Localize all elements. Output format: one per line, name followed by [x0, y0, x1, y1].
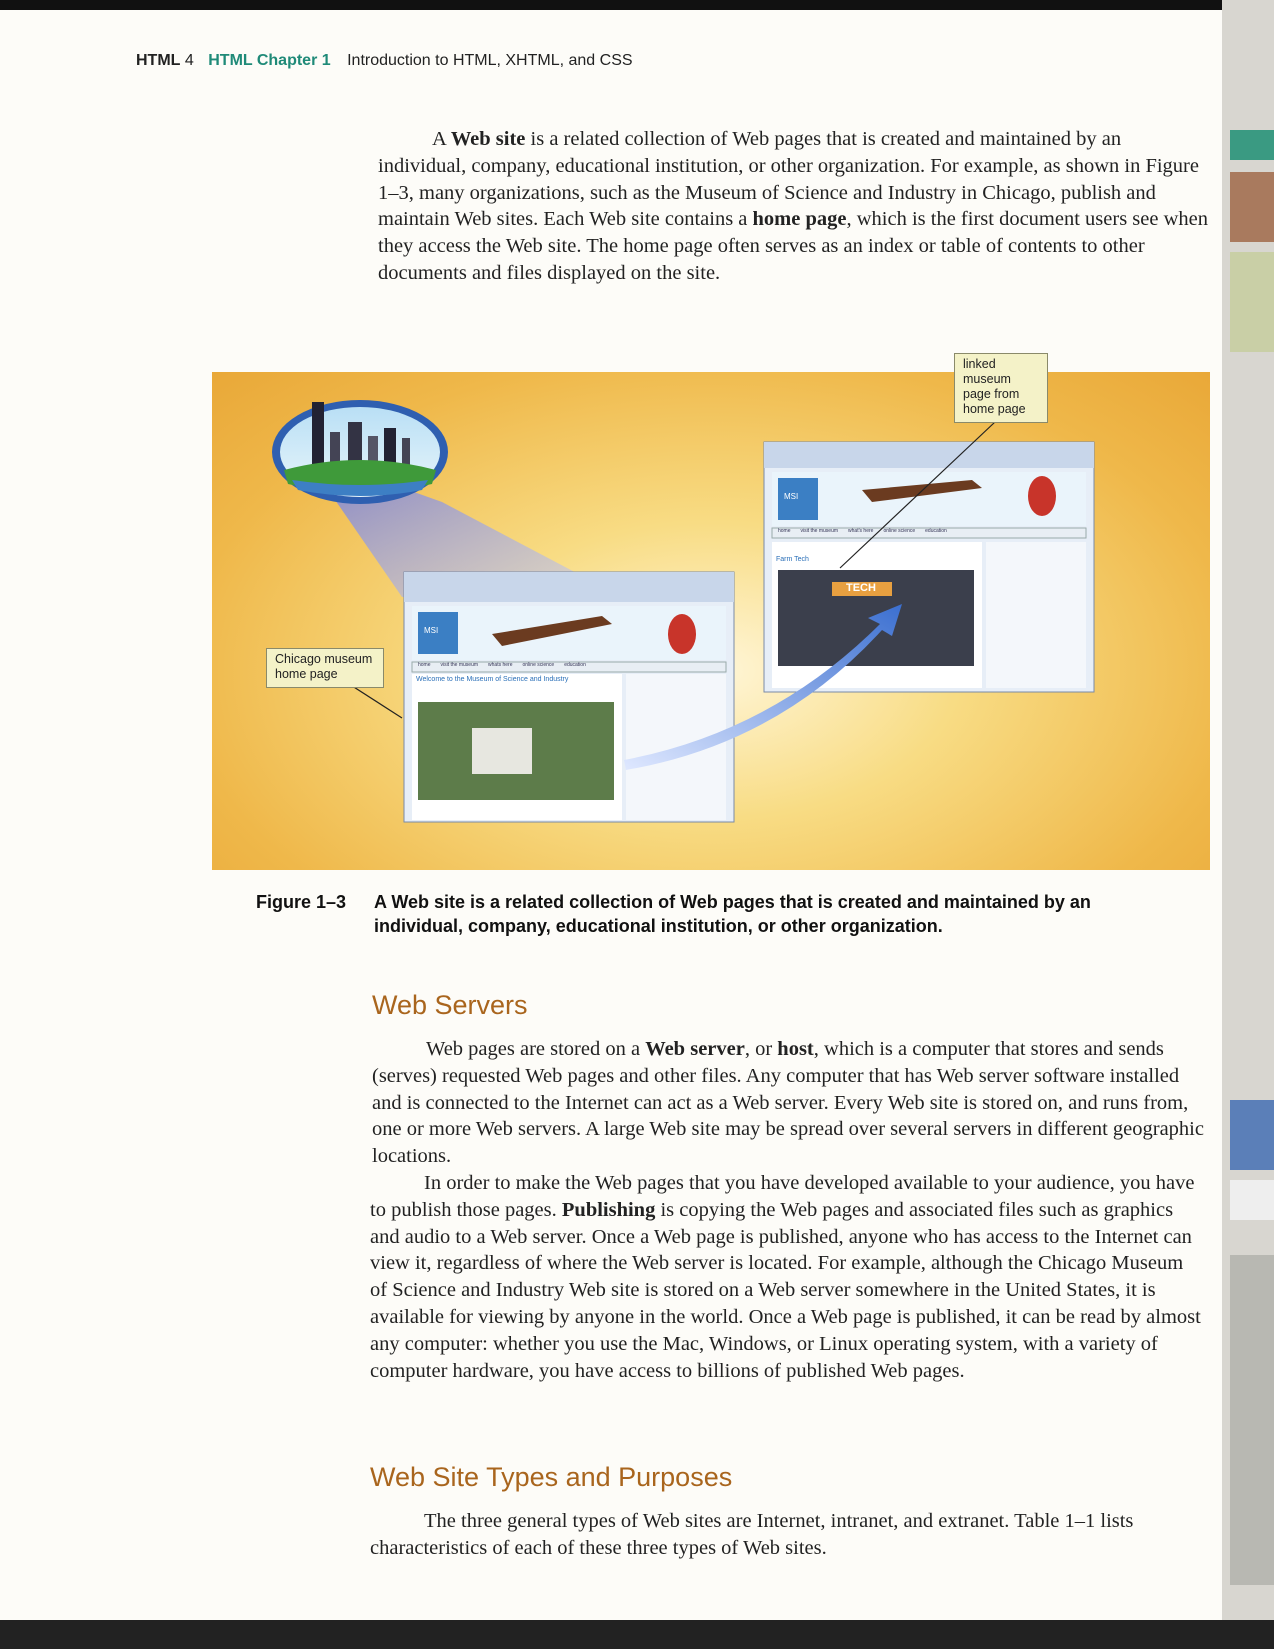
- home-browser-heading: Welcome to the Museum of Science and Industry: [416, 676, 569, 683]
- nav-item: education: [564, 662, 586, 668]
- section-heading-web-servers: Web Servers: [372, 990, 528, 1020]
- running-head-book: HTML: [136, 52, 181, 69]
- callout-home-page: Chicago museum home page: [266, 648, 384, 688]
- linked-browser-banner: TECH: [846, 582, 876, 594]
- linked-nav: [778, 528, 947, 534]
- term-host: host: [777, 1038, 814, 1060]
- nav-item: home: [418, 662, 431, 668]
- nav-item: visit the museum: [800, 528, 839, 534]
- nav-item: what's here: [848, 528, 874, 534]
- scan-bottom-edge: [0, 1620, 1274, 1649]
- intro-paragraph: [378, 126, 1214, 287]
- home-nav: [418, 662, 586, 668]
- term-home-page: home page: [752, 208, 847, 231]
- running-head: [136, 52, 633, 70]
- figure-artwork: [212, 372, 1210, 870]
- term-web-server: Web server: [645, 1038, 745, 1060]
- section-heading-site-types: Web Site Types and Purposes: [370, 1462, 733, 1492]
- text-run: , or: [744, 1038, 778, 1060]
- nav-item: online science: [522, 662, 555, 668]
- nav-item: online science: [883, 528, 916, 534]
- linked-browser-heading: Farm Tech: [776, 556, 809, 563]
- text-run: , which is a computer that stores and sends (serves) requested Web pages and other files. Any computer that has Web server software installed and is connected to the Internet can act as a Web server. Every Web site is stored on, and runs from, one or more Web servers. A large Web site may be spread over several servers in different geographic locations.: [372, 1038, 1204, 1168]
- text-run: Web pages are stored on a: [426, 1038, 646, 1060]
- text-run: A: [432, 128, 451, 150]
- scan-top-edge: [0, 0, 1274, 10]
- logo-text-home: MSI: [424, 626, 439, 635]
- figure-number: Figure 1–3: [256, 892, 347, 912]
- callout-linked-page: linked museum page from home page: [954, 353, 1048, 423]
- nav-item: whats here: [488, 662, 513, 668]
- text-run: is a related collection of Web pages that is created and maintained by an individual, company, educational institution, or other organization. For example, as shown in Figure 1–3, many organizations, such as the Museum of Science and Industry in Chicago, publish and maintain Web sites. Each Web site contains a: [378, 128, 1199, 231]
- nav-item: visit the museum: [440, 662, 479, 668]
- site-types-paragraph-1: The three general types of Web sites are Internet, intranet, and extranet. Table 1–1 lists characteristics of each of these three types of Web sites.: [370, 1510, 1134, 1559]
- web-servers-paragraph-1: [372, 1036, 1204, 1170]
- text-run: is copying the Web pages and associated files such as graphics and audio to a Web server. Once a Web page is published, anyone who has access to the Internet can view it, regardless of where the Web server is located. For example, although the Chicago Museum of Science and Industry Web site is stored on a Web server somewhere in the United States, it is available for viewing by anyone in the world. Once a Web page is published, it can be read by almost any computer: whether you use the Mac, Windows, or Linux operating system, with a variety of computer hardware, you have access to billions of published Web pages.: [370, 1198, 1201, 1382]
- figure-caption-text: A Web site is a related collection of Web pages that is created and maintained by an individual, company, educational institution, or other organization.: [374, 892, 1091, 936]
- nav-item: home: [778, 528, 791, 534]
- linked-page-browser: [764, 442, 1094, 692]
- facing-page-edge: [1222, 0, 1274, 1649]
- term-web-site: Web site: [450, 128, 526, 150]
- web-servers-paragraph-2: [370, 1170, 1204, 1384]
- text-run: , which is the first document users see when they access the Web site. The home page often serves as an index or table of contents to other documents and files displayed on the site.: [378, 208, 1208, 284]
- text-run: In order to make the Web pages that you have developed available to your audience, you have to publish those pages.: [370, 1172, 1195, 1221]
- figure-1-3-illustration: [212, 372, 1210, 870]
- nav-item: education: [925, 528, 947, 534]
- running-head-title: Introduction to HTML, XHTML, and CSS: [347, 52, 633, 69]
- term-publishing: Publishing: [561, 1198, 656, 1221]
- running-head-chapter: HTML Chapter 1: [208, 52, 331, 69]
- home-page-browser: [404, 572, 734, 822]
- running-head-page-number: 4: [184, 52, 194, 69]
- logo-text-linked: MSI: [784, 492, 799, 501]
